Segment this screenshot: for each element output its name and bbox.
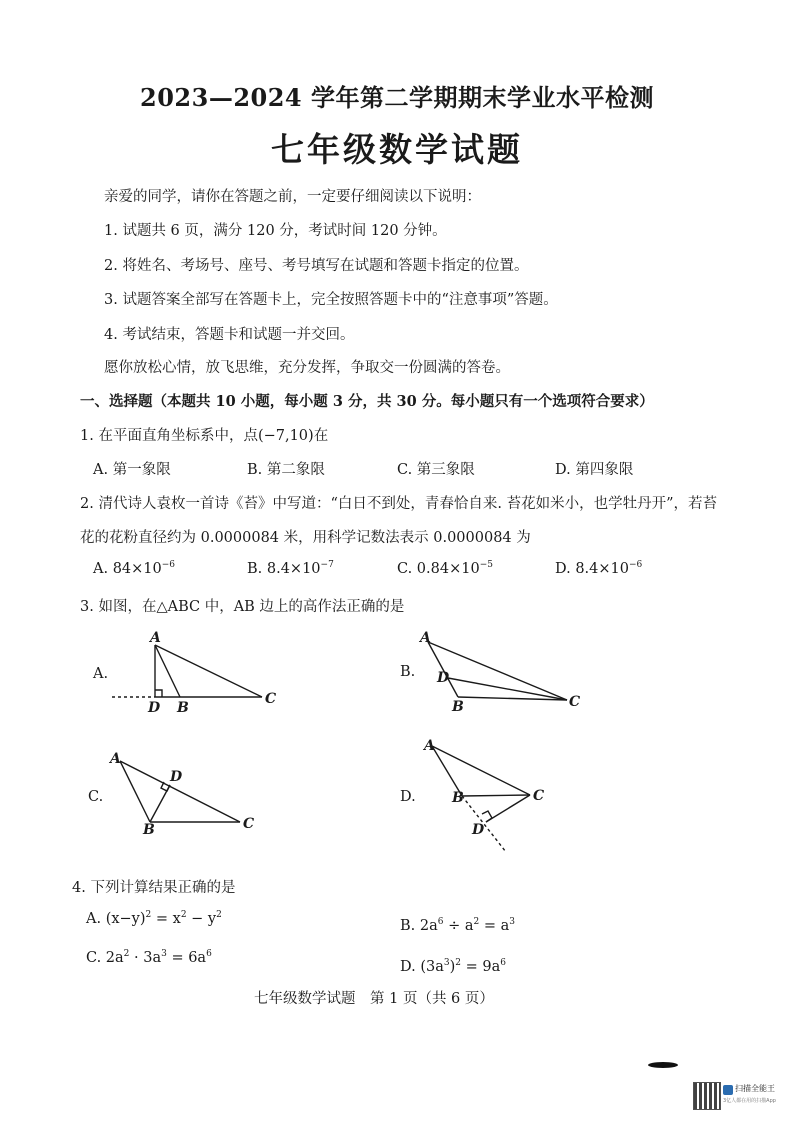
question-3-label-b: B. bbox=[400, 664, 416, 680]
question-4-option-d: D. $(3a^3)^2 = 9a^6$ bbox=[400, 958, 506, 975]
figure-c-vertex-c: C bbox=[243, 816, 255, 832]
camscanner-logo-icon bbox=[723, 1085, 733, 1095]
question-1-stem: 1. 在平面直角坐标系中，点(−7,10)在 bbox=[80, 428, 329, 444]
question-1-option-b: B. 第二象限 bbox=[247, 462, 325, 478]
figure-b-vertex-c: C bbox=[569, 694, 581, 710]
instruction-item-1: 1. 试题共 6 页，满分 120 分，考试时间 120 分钟。 bbox=[104, 223, 447, 239]
scanner-brand: 扫描全能王 bbox=[735, 1084, 775, 1093]
question-4-stem: 4. 下列计算结果正确的是 bbox=[72, 880, 236, 896]
instruction-item-2: 2. 将姓名、考场号、座号、考号填写在试题和答题卡指定的位置。 bbox=[104, 258, 529, 274]
figure-c-side-ab bbox=[120, 761, 150, 822]
figure-a-vertex-a: A bbox=[150, 630, 161, 646]
figure-a-vertex-d: D bbox=[148, 700, 161, 716]
figure-d-vertex-d: D bbox=[472, 822, 485, 838]
instruction-item-4: 4. 考试结束，答题卡和试题一并交回。 bbox=[104, 327, 355, 343]
question-2-option-a: A. $84\times 10^{-6}$ bbox=[93, 560, 176, 577]
question-1-option-a: A. 第一象限 bbox=[93, 462, 171, 478]
instructions-wish: 愿你放松心情，放飞思维，充分发挥，争取交一份圆满的答卷。 bbox=[104, 360, 510, 376]
instruction-item-3: 3. 试题答案全部写在答题卡上，完全按照答题卡中的“注意事项”答题。 bbox=[104, 292, 558, 308]
question-2-option-d: D. $8.4\times 10^{-6}$ bbox=[555, 560, 643, 577]
page-footer: 七年级数学试题 第 1 页（共 6 页） bbox=[254, 991, 494, 1007]
figure-d-right-angle bbox=[482, 811, 492, 822]
question-3-label-c: C. bbox=[88, 789, 104, 805]
figure-c-vertex-d: D bbox=[170, 769, 183, 785]
qr-code-icon bbox=[693, 1082, 721, 1110]
figure-d-vertex-b: B bbox=[452, 790, 464, 806]
exam-header-title: 2023—2024 学年第二学期期末学业水平检测 bbox=[140, 83, 654, 112]
question-3-label-a: A. bbox=[93, 666, 109, 682]
question-2-stem-line1: 2. 清代诗人袁枚一首诗《苔》中写道：“白日不到处，青春恰自来. 苔花如米小，也学牡丹开”，若苔 bbox=[80, 496, 717, 512]
question-2-stem-line2: 花的花粉直径约为 0.0000084 米，用科学记数法表示 0.0000084 为 bbox=[80, 530, 531, 546]
figure-a-side-ab bbox=[155, 645, 180, 697]
figure-b-vertex-b: B bbox=[452, 699, 464, 715]
question-4-option-a: A. $(x-y)^2 = x^2 - y^2$ bbox=[86, 910, 222, 927]
question-1-option-d: D. 第四象限 bbox=[555, 462, 634, 478]
figure-a-vertex-c: C bbox=[265, 691, 277, 707]
figure-a-vertex-b: B bbox=[177, 700, 189, 716]
exam-subject-title: 七年级数学试题 bbox=[271, 130, 523, 169]
question-2-option-c: C. $0.84\times 10^{-5}$ bbox=[397, 560, 493, 577]
instructions-intro: 亲爱的同学，请你在答题之前，一定要仔细阅读以下说明： bbox=[104, 189, 481, 205]
figure-d-side-bc bbox=[462, 795, 530, 796]
question-3-stem: 3. 如图，在△ABC 中，AB 边上的高作法正确的是 bbox=[80, 599, 405, 615]
figure-a bbox=[112, 645, 262, 697]
scan-smudge bbox=[648, 1062, 678, 1068]
question-2-option-b: B. $8.4\times 10^{-7}$ bbox=[247, 560, 334, 577]
figure-c-vertex-b: B bbox=[143, 822, 155, 838]
figure-b-vertex-d: D bbox=[437, 670, 450, 686]
question-3-label-d: D. bbox=[400, 789, 416, 805]
figure-d-vertex-a: A bbox=[424, 738, 435, 754]
question-1-option-c: C. 第三象限 bbox=[397, 462, 475, 478]
figure-a-right-angle bbox=[155, 690, 162, 697]
question-4-option-c: C. $2a^2 \cdot 3a^3 = 6a^6$ bbox=[86, 949, 212, 966]
scanner-watermark bbox=[693, 1082, 789, 1112]
figure-d-vertex-c: C bbox=[533, 788, 545, 804]
section-heading-choice: 一、选择题（本题共 10 小题，每小题 3 分，共 30 分。每小题只有一个选项符合要求） bbox=[80, 393, 654, 410]
figure-b-vertex-a: A bbox=[420, 630, 431, 646]
figure-c-vertex-a: A bbox=[110, 751, 121, 767]
figure-a-side-ac bbox=[155, 645, 262, 697]
question-4-option-b: B. $2a^6 \div a^2 = a^3$ bbox=[400, 917, 515, 934]
scanner-brand-sub: 3亿人都在用的扫描App bbox=[723, 1098, 776, 1104]
